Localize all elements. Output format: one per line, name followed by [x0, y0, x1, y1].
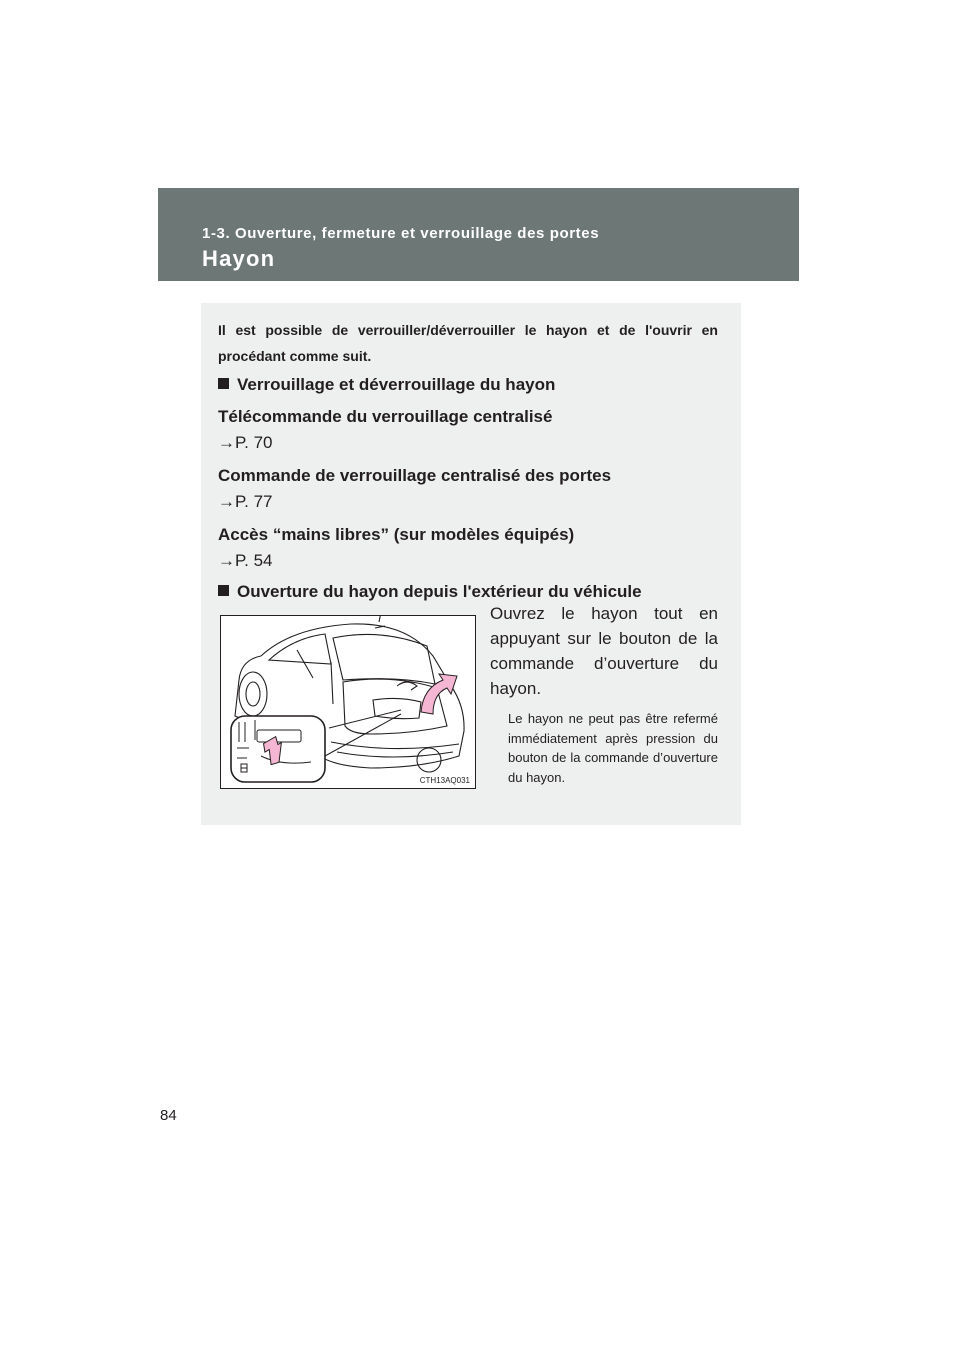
item-smart-entry-title: Accès “mains libres” (sur modèles équipés)	[218, 525, 575, 544]
subheading-opening-label: Ouverture du hayon depuis l'extérieur du véhicule	[237, 582, 642, 601]
subheading-opening-from-outside	[218, 582, 642, 602]
item-remote-title: Télécommande du verrouillage centralisé	[218, 407, 553, 426]
illustration-code: CTH13AQ031	[419, 776, 470, 785]
car-rear-drawing	[221, 616, 475, 788]
instruction-text: Ouvrez le hayon tout en appuyant sur le bouton de la commande d’ouverture du hayon.	[490, 604, 718, 698]
page-number: 84	[160, 1107, 177, 1124]
item-door-lock-switch-title: Commande de verrouillage centralisé des portes	[218, 466, 612, 485]
note-text: Le hayon ne peut pas être refermé immédiatement après pression du bouton de la commande d’ouverture du hayon.	[508, 711, 718, 785]
content-box	[201, 303, 741, 825]
section-label: 1-3. Ouverture, fermeture et verrouillage des portes	[202, 225, 600, 242]
back-door-opener-illustration	[220, 615, 476, 789]
item-door-lock-switch-ref: →P. 77	[218, 492, 273, 511]
subheading-lock-unlock	[218, 375, 555, 395]
subheading-lock-unlock-label: Verrouillage et déverrouillage du hayon	[237, 375, 556, 394]
intro-paragraph: Il est possible de verrouiller/déverrouiller le hayon et de l'ouvrir en procédant comme suit.	[218, 322, 718, 364]
item-remote-ref: →P. 70	[218, 433, 273, 452]
square-bullet-icon	[218, 585, 229, 596]
header-band	[158, 188, 799, 281]
item-smart-entry-ref: →P. 54	[218, 551, 273, 570]
square-bullet-icon	[218, 378, 229, 389]
lift-arrow-icon	[421, 674, 457, 714]
page-title: Hayon	[202, 246, 276, 271]
